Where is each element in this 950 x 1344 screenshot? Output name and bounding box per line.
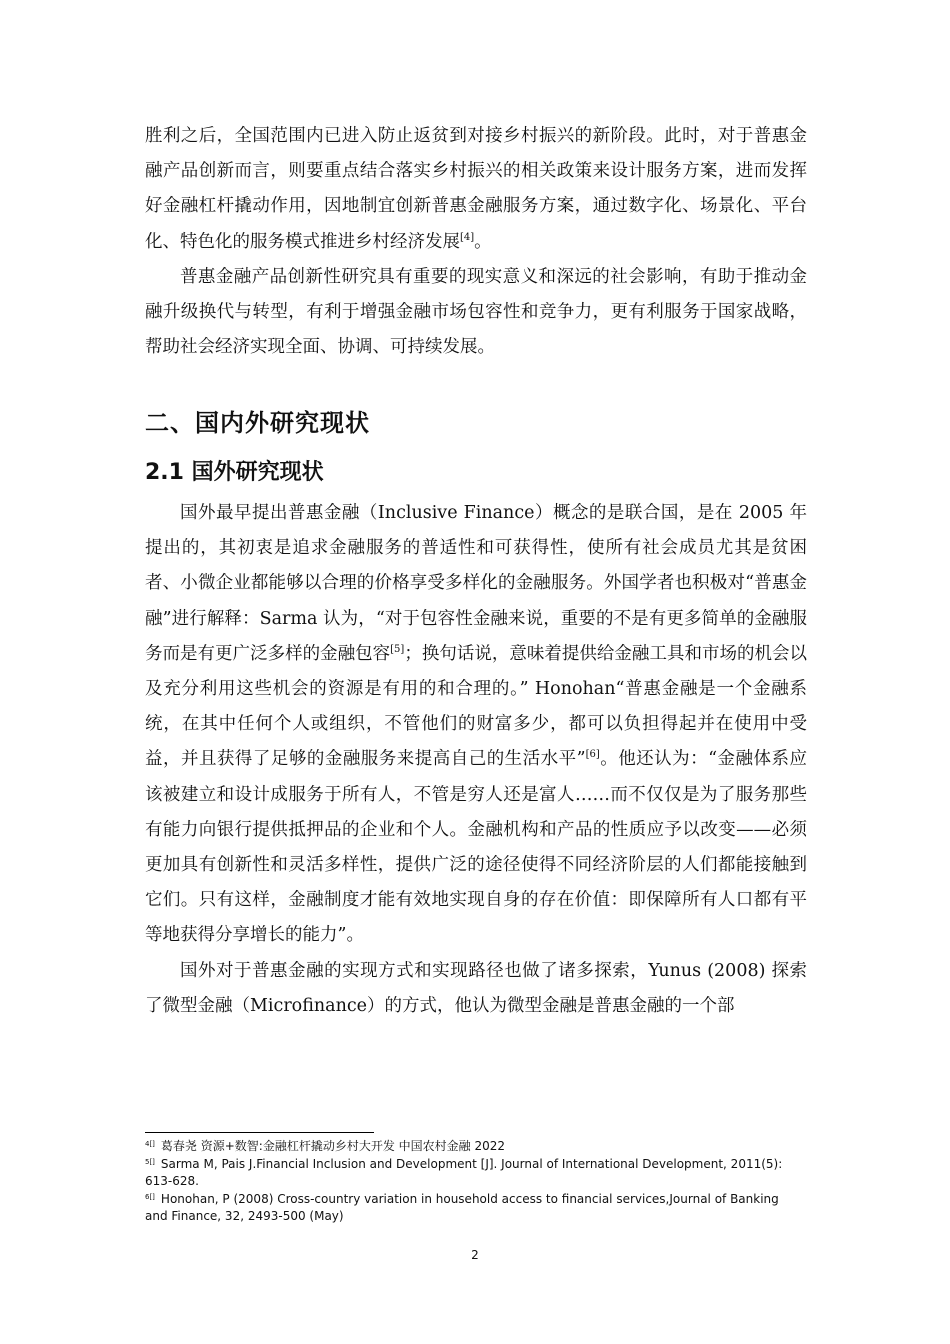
footnote-4 — [145, 1138, 805, 1156]
footnote-mark: 6[] — [145, 1192, 155, 1201]
body-paragraph-1-part-c: 。他还认为：“金融体系应该被建立和设计成服务于所有人，不管是穷人还是富人……而不仅仅是为了服务那些有能力向银行提供抵押品的企业和个人。金融机构和产品的性质应予以改变——必须更加具有创新性和灵活多样性，提供广泛的途径使得不同经济阶层的人们都能接触到它们。只有这样，金融制度才能有效地实现自身的存在价值：即保障所有人口都有平等地获得分享增长的能力”。 — [145, 749, 807, 946]
citation-ref-5: [5] — [390, 643, 405, 655]
page-number: 2 — [471, 1248, 479, 1262]
body-paragraph-1-part-a: 国外最早提出普惠金融（Inclusive Finance）概念的是联合国，是在 2005 年提出的，其初衷是追求金融服务的普适性和可获得性，使所有社会成员尤其是贫困者、小微企业都能够以合理的价格享受多样化的金融服务。外国学者也积极对“普惠金融”进行解释：Sarma 认为，“对于包容性金融来说，重要的不是有更多简单的金融服务而是有更广泛多样的金融包容 — [145, 503, 807, 664]
footnote-separator — [145, 1132, 374, 1133]
citation-ref-6: [6] — [585, 749, 600, 761]
body-paragraph-1-part-b: ；换句话说，意味着提供给金融工具和市场的机会以及充分利用这些机会的资源是有用的和合理的。” Honohan“普惠金融是一个金融系统，在其中任何个人或组织，不管他们的财富多少，都可以负担得起并在使用中受益，并且获得了足够的金融服务来提高自己的生活水平” — [145, 643, 808, 770]
citation-ref-4: [4] — [460, 231, 475, 243]
body-paragraph-2: 国外对于普惠金融的实现方式和实现路径也做了诸多探索，Yunus (2008) 探索了微型金融（Microfinance）的方式，他认为微型金融是普惠金融的一个部 — [145, 960, 807, 1016]
intro-paragraph-1-end: 。 — [474, 231, 492, 252]
intro-paragraph-1-text: 胜利之后，全国范围内已进入防止返贫到对接乡村振兴的新阶段。此时，对于普惠金融产品创新而言，则要重点结合落实乡村振兴的相关政策来设计服务方案，进而发挥好金融杠杆撬动作用，因地制宜创新普惠金融服务方案，通过数字化、场景化、平台化、特色化的服务模式推进乡村经济发展 — [145, 126, 807, 252]
body-paragraph-1 — [145, 496, 807, 954]
footnote-mark: 5[] — [145, 1157, 155, 1166]
intro-block — [145, 119, 807, 365]
footnote-text: Sarma M, Pais J.Financial Inclusion and Development [J]. Journal of International Development, 2011(5): 613-628. — [145, 1156, 783, 1188]
intro-paragraph-2: 普惠金融产品创新性研究具有重要的现实意义和深远的社会影响，有助于推动金融升级换代与转型，有利于增强金融市场包容性和竞争力，更有利服务于国家战略，帮助社会经济实现全面、协调、可持续发展。 — [145, 266, 807, 358]
footnote-5 — [145, 1156, 805, 1191]
footnote-text: Honohan, P (2008) Cross-country variation in household access to financial services,Journal of Banking and Finance, 32, 2493-500 (May) — [145, 1191, 779, 1223]
footnote-text: 葛春尧 资源+数智:金融杠杆撬动乡村大开发 中国农村金融 2022 — [160, 1139, 506, 1153]
section-heading: 二、国内外研究现状 — [145, 409, 370, 437]
footnote-6 — [145, 1191, 805, 1226]
section-body — [145, 496, 807, 1024]
footnote-mark: 4[] — [145, 1140, 155, 1148]
intro-paragraph-1 — [145, 119, 807, 260]
footnotes — [145, 1138, 805, 1226]
subsection-heading: 2.1 国外研究现状 — [145, 460, 324, 485]
